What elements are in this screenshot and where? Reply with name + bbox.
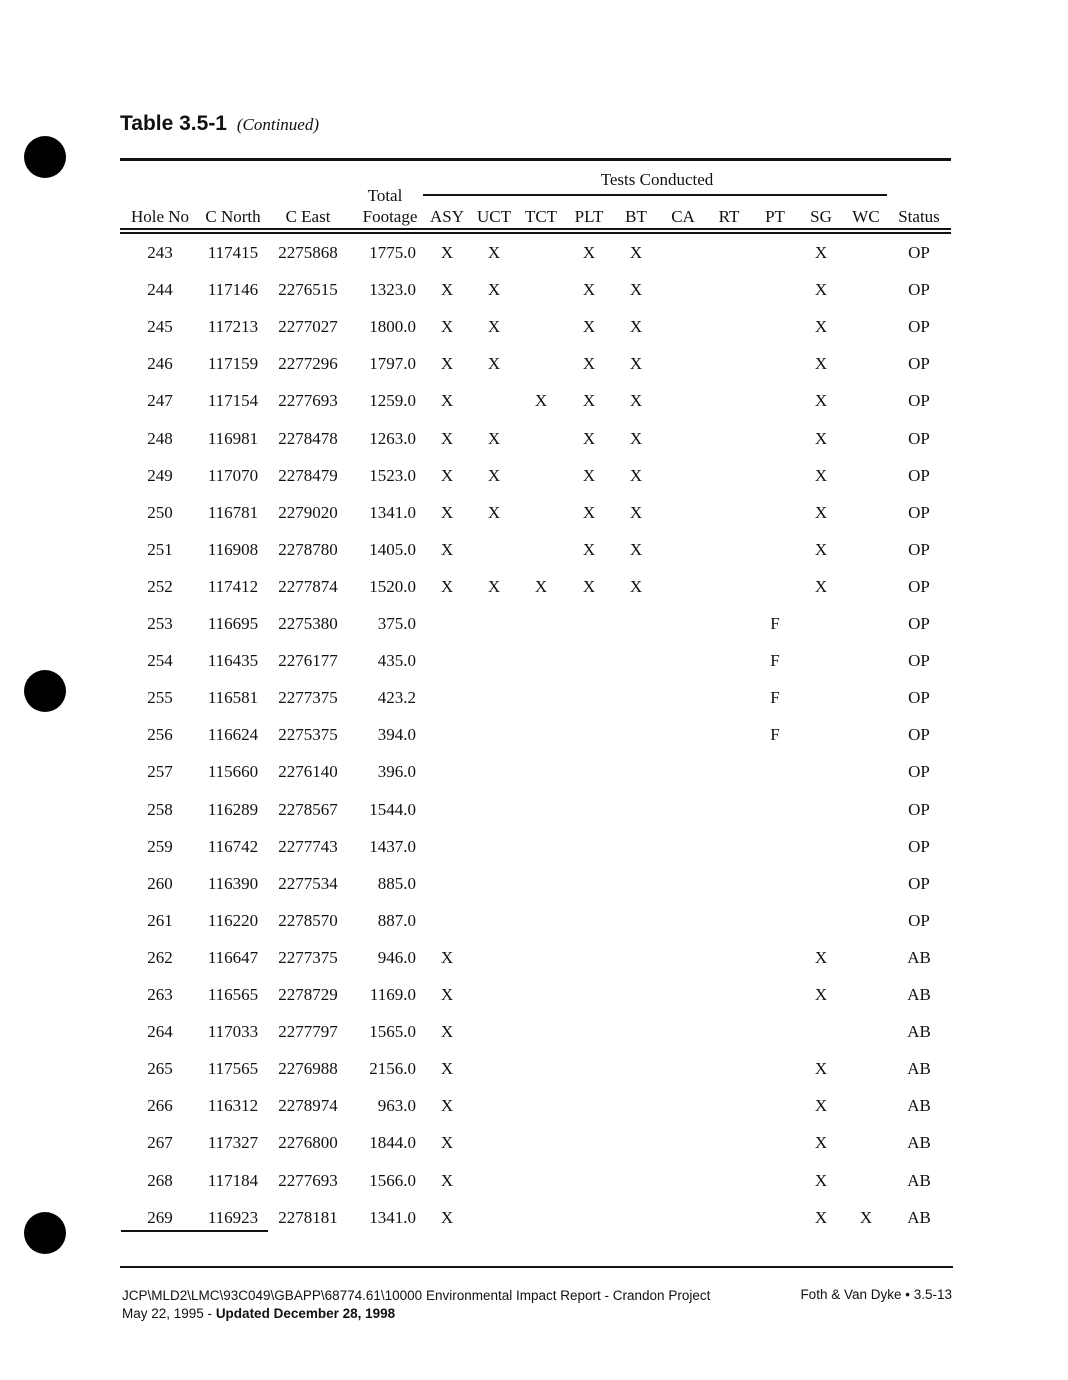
header-double-rule-top bbox=[120, 228, 951, 230]
cell-sg: X bbox=[814, 280, 828, 300]
cell-footage: 1263.0 bbox=[369, 428, 416, 448]
cell-plt: X bbox=[582, 280, 596, 300]
punch-hole-top bbox=[24, 136, 66, 178]
cell-c-north: 117184 bbox=[207, 1170, 259, 1190]
cell-status: OP bbox=[908, 762, 930, 782]
cell-c-east: 2277693 bbox=[278, 391, 338, 411]
cell-footage: 1544.0 bbox=[369, 799, 416, 819]
table-end-rule bbox=[121, 1230, 268, 1232]
cell-bt: X bbox=[629, 539, 643, 559]
footer-date: May 22, 1995 - bbox=[122, 1306, 216, 1321]
total-label: Total bbox=[367, 186, 403, 205]
cell-sg: X bbox=[814, 465, 828, 485]
footer-updated: Updated December 28, 1998 bbox=[215, 1306, 396, 1321]
cell-hole-no: 246 bbox=[147, 354, 173, 374]
cell-hole-no: 258 bbox=[147, 799, 173, 819]
cell-sg: X bbox=[814, 502, 828, 522]
table-title-continued: (Continued) bbox=[236, 115, 319, 134]
cell-status: OP bbox=[908, 651, 930, 671]
cell-pt: F bbox=[770, 614, 780, 633]
cell-c-north: 116220 bbox=[207, 910, 259, 930]
cell-c-east: 2278570 bbox=[278, 910, 338, 930]
cell-c-east: 2278567 bbox=[278, 799, 338, 819]
cell-c-east: 2277296 bbox=[278, 354, 338, 374]
cell-c-east: 2277375 bbox=[278, 688, 338, 708]
footer-rule bbox=[120, 1266, 953, 1268]
cell-c-north: 116923 bbox=[207, 1207, 259, 1227]
cell-hole-no: 268 bbox=[147, 1170, 173, 1190]
column-header-status: Status bbox=[898, 207, 940, 226]
cell-status: OP bbox=[908, 799, 930, 819]
cell-bt: X bbox=[629, 465, 643, 485]
cell-footage: 435.0 bbox=[377, 651, 416, 671]
cell-c-north: 116581 bbox=[207, 688, 259, 708]
cell-hole-no: 248 bbox=[147, 428, 173, 448]
cell-asy: X bbox=[440, 243, 454, 262]
cell-c-east: 2278479 bbox=[278, 465, 338, 485]
cell-pt: F bbox=[770, 688, 780, 708]
cell-c-east: 2275380 bbox=[278, 614, 338, 633]
cell-c-north: 116981 bbox=[207, 428, 259, 448]
cell-c-north: 116781 bbox=[207, 502, 259, 522]
cell-footage: 1523.0 bbox=[369, 465, 416, 485]
cell-asy: X bbox=[440, 1170, 454, 1190]
cell-asy: X bbox=[440, 1059, 454, 1079]
cell-plt: X bbox=[582, 576, 596, 596]
cell-hole-no: 265 bbox=[147, 1059, 173, 1079]
cell-status: AB bbox=[907, 1059, 931, 1079]
cell-footage: 887.0 bbox=[377, 910, 416, 930]
cell-pt: F bbox=[770, 651, 780, 671]
cell-c-north: 116390 bbox=[207, 873, 259, 893]
cell-tct: X bbox=[534, 576, 548, 596]
cell-sg: X bbox=[814, 317, 828, 337]
table-title bbox=[120, 112, 319, 136]
cell-hole-no: 252 bbox=[147, 576, 173, 596]
cell-c-north: 117159 bbox=[207, 354, 259, 374]
cell-sg: X bbox=[814, 539, 828, 559]
cell-sg: X bbox=[814, 576, 828, 596]
cell-c-east: 2277797 bbox=[278, 1022, 338, 1042]
cell-pt: F bbox=[770, 725, 780, 745]
cell-uct: X bbox=[487, 243, 501, 262]
cell-footage: 1520.0 bbox=[369, 576, 416, 596]
cell-hole-no: 257 bbox=[147, 762, 173, 782]
cell-hole-no: 262 bbox=[147, 947, 173, 967]
cell-c-north: 115660 bbox=[207, 762, 259, 782]
table-top-rule bbox=[120, 158, 951, 161]
cell-c-north: 116647 bbox=[207, 947, 259, 967]
cell-c-east: 2279020 bbox=[278, 502, 338, 522]
cell-c-east: 2278478 bbox=[278, 428, 338, 448]
cell-c-north: 117213 bbox=[207, 317, 259, 337]
column-header-uct: UCT bbox=[477, 207, 511, 226]
cell-c-east: 2277693 bbox=[278, 1170, 338, 1190]
cell-c-east: 2277375 bbox=[278, 947, 338, 967]
cell-footage: 1797.0 bbox=[369, 354, 416, 374]
cell-c-east: 2277027 bbox=[278, 317, 338, 337]
cell-bt: X bbox=[629, 280, 643, 300]
cell-hole-no: 263 bbox=[147, 985, 173, 1004]
cell-status: OP bbox=[908, 576, 930, 596]
cell-bt: X bbox=[629, 354, 643, 374]
cell-c-east: 2276800 bbox=[278, 1133, 338, 1153]
cell-sg: X bbox=[814, 243, 828, 262]
cell-c-east: 2278729 bbox=[278, 985, 338, 1004]
cell-c-east: 2277743 bbox=[278, 836, 338, 856]
cell-footage: 1775.0 bbox=[369, 243, 416, 262]
column-header-plt: PLT bbox=[574, 207, 604, 226]
cell-sg: X bbox=[814, 428, 828, 448]
cell-c-north: 116908 bbox=[207, 539, 259, 559]
cell-bt: X bbox=[629, 391, 643, 411]
cell-hole-no: 267 bbox=[147, 1133, 173, 1153]
column-header-c-east: C East bbox=[285, 207, 331, 226]
column-header-wc: WC bbox=[852, 207, 880, 226]
cell-hole-no: 244 bbox=[147, 280, 173, 300]
cell-plt: X bbox=[582, 243, 596, 262]
cell-footage: 1437.0 bbox=[369, 836, 416, 856]
cell-asy: X bbox=[440, 1096, 454, 1116]
cell-tct: X bbox=[534, 391, 548, 411]
cell-asy: X bbox=[440, 465, 454, 485]
cell-hole-no: 269 bbox=[147, 1207, 173, 1227]
cell-bt: X bbox=[629, 428, 643, 448]
cell-footage: 1566.0 bbox=[369, 1170, 416, 1190]
cell-uct: X bbox=[487, 465, 501, 485]
cell-c-north: 116565 bbox=[207, 985, 259, 1004]
cell-status: OP bbox=[908, 243, 930, 262]
cell-uct: X bbox=[487, 280, 501, 300]
cell-c-east: 2277534 bbox=[278, 873, 338, 893]
cell-c-north: 117565 bbox=[207, 1059, 259, 1079]
cell-hole-no: 249 bbox=[147, 465, 173, 485]
cell-c-north: 116312 bbox=[207, 1096, 259, 1116]
cell-footage: 396.0 bbox=[377, 762, 416, 782]
footer-path: JCP\MLD2\LMC\93C049\GBAPP\68774.61\10000 bbox=[122, 1288, 423, 1303]
cell-status: OP bbox=[908, 354, 930, 374]
column-header-c-north: C North bbox=[205, 207, 261, 226]
cell-asy: X bbox=[440, 539, 454, 559]
cell-footage: 963.0 bbox=[377, 1096, 416, 1116]
cell-asy: X bbox=[440, 391, 454, 411]
cell-status: OP bbox=[908, 465, 930, 485]
cell-c-east: 2276988 bbox=[278, 1059, 338, 1079]
cell-uct: X bbox=[487, 428, 501, 448]
cell-status: OP bbox=[908, 280, 930, 300]
cell-hole-no: 254 bbox=[147, 651, 173, 671]
cell-sg: X bbox=[814, 1170, 828, 1190]
cell-hole-no: 260 bbox=[147, 873, 173, 893]
cell-asy: X bbox=[440, 576, 454, 596]
cell-footage: 1323.0 bbox=[369, 280, 416, 300]
tests-conducted-rule bbox=[423, 194, 887, 196]
cell-c-north: 117412 bbox=[207, 576, 259, 596]
cell-sg: X bbox=[814, 1096, 828, 1116]
cell-uct: X bbox=[487, 317, 501, 337]
cell-c-north: 116695 bbox=[207, 614, 259, 633]
table-title-main: Table 3.5-1 bbox=[120, 112, 227, 135]
cell-sg: X bbox=[814, 1059, 828, 1079]
cell-status: OP bbox=[908, 873, 930, 893]
cell-hole-no: 259 bbox=[147, 836, 173, 856]
cell-hole-no: 250 bbox=[147, 502, 173, 522]
cell-plt: X bbox=[582, 502, 596, 522]
cell-c-east: 2276515 bbox=[278, 280, 338, 300]
column-header-asy: ASY bbox=[429, 207, 465, 226]
cell-footage: 1341.0 bbox=[369, 1207, 416, 1227]
cell-c-north: 116435 bbox=[207, 651, 259, 671]
cell-uct: X bbox=[487, 576, 501, 596]
cell-plt: X bbox=[582, 539, 596, 559]
cell-status: AB bbox=[907, 1207, 931, 1227]
cell-sg: X bbox=[814, 947, 828, 967]
tests-conducted-label: Tests Conducted bbox=[600, 170, 714, 189]
cell-footage: 423.2 bbox=[377, 688, 416, 708]
cell-plt: X bbox=[582, 391, 596, 411]
column-header-tct: TCT bbox=[524, 207, 558, 226]
cell-c-east: 2278974 bbox=[278, 1096, 338, 1116]
cell-c-east: 2276177 bbox=[278, 651, 338, 671]
footer-company-page: Foth & Van Dyke • 3.5-13 bbox=[800, 1287, 952, 1302]
cell-c-north: 117415 bbox=[207, 243, 259, 262]
cell-c-north: 116289 bbox=[207, 799, 259, 819]
cell-c-east: 2275375 bbox=[278, 725, 338, 745]
cell-asy: X bbox=[440, 502, 454, 522]
cell-status: OP bbox=[908, 428, 930, 448]
cell-plt: X bbox=[582, 428, 596, 448]
cell-status: OP bbox=[908, 688, 930, 708]
column-header-bt: BT bbox=[625, 207, 647, 226]
cell-status: OP bbox=[908, 614, 930, 633]
cell-footage: 1341.0 bbox=[369, 502, 416, 522]
cell-footage: 885.0 bbox=[377, 873, 416, 893]
cell-plt: X bbox=[582, 465, 596, 485]
cell-hole-no: 243 bbox=[147, 243, 173, 262]
cell-footage: 2156.0 bbox=[369, 1059, 416, 1079]
column-header-ca: CA bbox=[671, 207, 695, 226]
cell-asy: X bbox=[440, 317, 454, 337]
cell-asy: X bbox=[440, 428, 454, 448]
cell-c-east: 2278181 bbox=[278, 1207, 338, 1227]
footer-report: Environmental Impact Report - Crandon Project bbox=[425, 1288, 711, 1303]
cell-hole-no: 245 bbox=[147, 317, 173, 337]
cell-bt: X bbox=[629, 576, 643, 596]
cell-c-east: 2278780 bbox=[278, 539, 338, 559]
cell-c-north: 116742 bbox=[207, 836, 259, 856]
cell-footage: 1405.0 bbox=[369, 539, 416, 559]
cell-hole-no: 256 bbox=[147, 725, 173, 745]
cell-status: AB bbox=[907, 1096, 931, 1116]
cell-c-north: 117327 bbox=[207, 1133, 259, 1153]
cell-bt: X bbox=[629, 317, 643, 337]
cell-asy: X bbox=[440, 1022, 454, 1042]
cell-asy: X bbox=[440, 280, 454, 300]
footer-left bbox=[122, 1287, 710, 1323]
cell-status: OP bbox=[908, 910, 930, 930]
cell-asy: X bbox=[440, 1133, 454, 1153]
cell-sg: X bbox=[814, 354, 828, 374]
cell-status: OP bbox=[908, 391, 930, 411]
cell-c-east: 2277874 bbox=[278, 576, 338, 596]
cell-footage: 394.0 bbox=[377, 725, 416, 745]
cell-hole-no: 264 bbox=[147, 1022, 173, 1042]
cell-hole-no: 261 bbox=[147, 910, 173, 930]
cell-c-north: 117146 bbox=[207, 280, 259, 300]
cell-sg: X bbox=[814, 985, 828, 1004]
cell-asy: X bbox=[440, 947, 454, 967]
cell-status: AB bbox=[907, 1133, 931, 1153]
column-header-rt: RT bbox=[718, 207, 740, 226]
cell-status: OP bbox=[908, 725, 930, 745]
cell-c-north: 117154 bbox=[207, 391, 259, 411]
cell-uct: X bbox=[487, 502, 501, 522]
column-header-footage: Footage bbox=[362, 207, 418, 226]
cell-sg: X bbox=[814, 1133, 828, 1153]
cell-plt: X bbox=[582, 317, 596, 337]
cell-status: OP bbox=[908, 502, 930, 522]
cell-asy: X bbox=[440, 1207, 454, 1227]
cell-uct: X bbox=[487, 354, 501, 374]
cell-asy: X bbox=[440, 985, 454, 1004]
cell-status: OP bbox=[908, 539, 930, 559]
cell-hole-no: 266 bbox=[147, 1096, 173, 1116]
cell-footage: 1259.0 bbox=[369, 391, 416, 411]
cell-status: OP bbox=[908, 317, 930, 337]
column-header-pt: PT bbox=[765, 207, 785, 226]
cell-hole-no: 251 bbox=[147, 539, 173, 559]
cell-hole-no: 253 bbox=[147, 614, 173, 633]
cell-bt: X bbox=[629, 243, 643, 262]
cell-status: AB bbox=[907, 985, 931, 1004]
cell-hole-no: 255 bbox=[147, 688, 173, 708]
cell-footage: 946.0 bbox=[377, 947, 416, 967]
cell-bt: X bbox=[629, 502, 643, 522]
cell-hole-no: 247 bbox=[147, 391, 173, 411]
cell-c-east: 2275868 bbox=[278, 243, 338, 262]
header-double-rule-bottom bbox=[120, 232, 951, 234]
cell-c-north: 117070 bbox=[207, 465, 259, 485]
cell-status: AB bbox=[907, 1170, 931, 1190]
column-header-sg: SG bbox=[810, 207, 832, 226]
cell-c-north: 117033 bbox=[207, 1022, 259, 1042]
cell-sg: X bbox=[814, 1207, 828, 1227]
cell-wc: X bbox=[859, 1207, 873, 1227]
cell-footage: 1565.0 bbox=[369, 1022, 416, 1042]
column-header-hole-no: Hole No bbox=[130, 207, 190, 226]
cell-footage: 375.0 bbox=[377, 614, 416, 633]
punch-hole-bottom bbox=[24, 1212, 66, 1254]
cell-status: AB bbox=[907, 947, 931, 967]
cell-c-east: 2276140 bbox=[278, 762, 338, 782]
cell-footage: 1800.0 bbox=[369, 317, 416, 337]
cell-plt: X bbox=[582, 354, 596, 374]
punch-hole-middle bbox=[24, 670, 66, 712]
cell-c-north: 116624 bbox=[207, 725, 259, 745]
cell-status: OP bbox=[908, 836, 930, 856]
cell-sg: X bbox=[814, 391, 828, 411]
cell-footage: 1844.0 bbox=[369, 1133, 416, 1153]
cell-asy: X bbox=[440, 354, 454, 374]
cell-footage: 1169.0 bbox=[369, 985, 416, 1004]
cell-status: AB bbox=[907, 1022, 931, 1042]
